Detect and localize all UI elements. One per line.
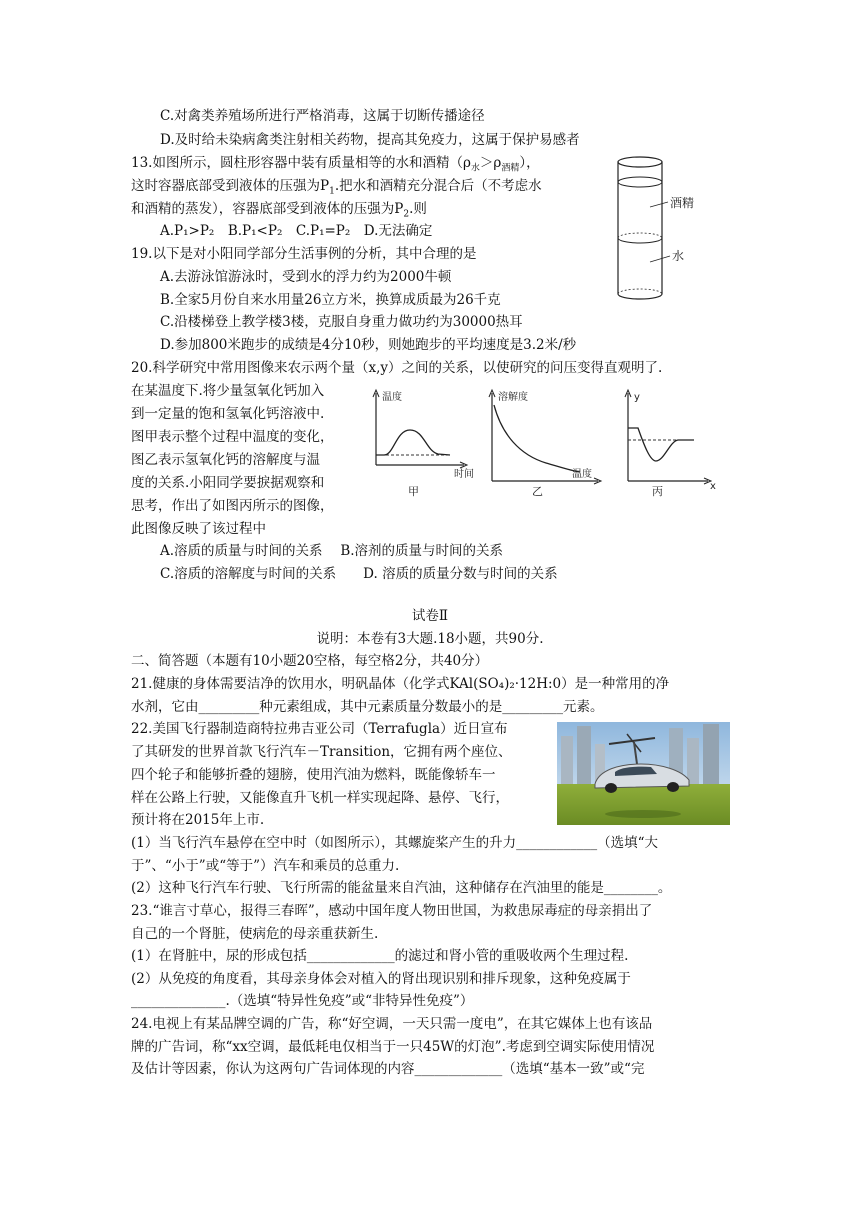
q13-options: A.P₁>P₂ B.P₁<P₂ C.P₁=P₂ D.无法确定 — [160, 223, 433, 239]
q19-option-a: A.去游泳馆游泳时，受到水的浮力约为2000牛顿 — [160, 269, 452, 285]
q23-sub2-line1: (2）从免疫的角度看，其母亲身体会对植入的肾出现识别和排斥现象，这种免疫属于 — [131, 971, 631, 987]
q20-stem-line3: 到一定量的饱和氢氧化钙溶液中. — [131, 406, 325, 422]
building — [561, 736, 573, 786]
water-leader-line — [650, 256, 670, 262]
graph-jia-ylabel: 温度 — [382, 392, 402, 403]
cylinder-bottom — [618, 294, 662, 299]
graph-bing-xlabel: x — [710, 481, 716, 492]
q13-stem-line3: 和酒精的蒸发），容器底部受到液体的压强为$P_2$.则 — [131, 201, 427, 220]
q24-line2: 牌的广告词，称“xx空调，最低耗电仅相当于一只45W的灯泡”.考虑到空调实际使用情况 — [131, 1039, 655, 1055]
section-heading: 二、简答题（本题有10小题20空格，每空格2分，共40分） — [131, 653, 489, 669]
q22-line3: 四个轮子和能够折叠的翅膀，使用汽油为燃料，既能像轿车一 — [131, 767, 496, 783]
q20-options-ab: A.溶质的质量与时间的关系 B.溶剂的质量与时间的关系 — [160, 543, 504, 559]
q13-stem-line2: 这时容器底部受到液体的压强为$P_1$.把水和酒精充分混合后（不考虑水 — [131, 178, 542, 197]
q19-option-c: C.沿楼梯登上教学楼3楼，克服自身重力做功约为30000热耳 — [160, 314, 523, 330]
graph-yi-xlabel: 温度 — [572, 469, 592, 480]
water-label: 水 — [672, 249, 685, 263]
car-wheel — [667, 782, 679, 792]
car-wheel — [605, 783, 617, 793]
q13-stem-line1: 13.如图所示，圆柱形容器中装有质量相等的水和酒精$(\rho_水>\rho_{酒精})$， — [131, 155, 540, 174]
q19-option-d: D.参加800米跑步的成绩是4分10秒，则她跑步的平均速度是3.2米/秒 — [160, 337, 577, 353]
paper-ii-note: 说明：本卷有3大题.18小题，共90分. — [316, 631, 544, 647]
graph-bing-caption: 丙 — [652, 485, 663, 498]
q19-option-b: B.全家5月份自来水用量26立方米，换算成质最为26千克 — [160, 292, 501, 308]
q-option-c: C.对禽类养殖场所进行严格消毒，这属于切断传播途径 — [160, 108, 485, 124]
graph-yi-ylabel: 溶解度 — [498, 392, 528, 403]
alcohol-label: 酒精 — [670, 196, 695, 210]
alcohol-surface — [618, 177, 662, 187]
q22-line4: 样在公路上行驶，又能像直升飞机一样实现起降、悬停、飞行， — [131, 790, 509, 806]
q22-line1: 22.美国飞行器制造商特拉弗吉亚公司（Terrafugla）近日宣布 — [131, 721, 508, 737]
graph-jia-xlabel: 时间 — [454, 469, 474, 480]
q22-sub2: (2）这种飞行汽车行驶、飞行所需的能盆量来自汽油，这种储存在汽油里的能是________。 — [131, 880, 672, 896]
q23-line1: 23.“谁言寸草心，报得三春晖”，感动中国年度人物田世国，为救患尿毒症的母亲捐出了 — [131, 903, 653, 919]
q22-line2: 了其研发的世界首款飞行汽车－Transition，它拥有两个座位、 — [131, 744, 512, 760]
q22-sub1-line2: 于”、“小于”或“等于”）汽车和乘员的总重力. — [131, 858, 400, 874]
q22-line5: 预计将在2015年上市. — [131, 812, 265, 828]
cylinder-container-figure — [600, 152, 700, 312]
graph-jia-curve — [376, 430, 450, 455]
water-surface — [618, 238, 662, 243]
graph-bing — [614, 385, 724, 500]
q23-sub1: (1）在肾脏中，尿的形成包括_____________的滤过和肾小管的重吸收两个生理过程. — [131, 948, 629, 964]
graph-yi-curve — [494, 405, 580, 472]
flying-car-photo — [557, 722, 730, 825]
q20-stem-line7: 思考，作出了如图丙所示的图像， — [131, 498, 334, 514]
graph-bing-ylabel: y — [634, 392, 640, 403]
q21-line1: 21.健康的身体需要洁净的饮用水，明矾晶体（化学式KAl(SO₄)₂·12H:0）是一种常用的净 — [131, 676, 670, 692]
alcohol-leader-line — [650, 202, 668, 207]
q24-line3: 及估计等因素，你认为这两句广告词体现的内容_____________（选填“基本一致”或“完 — [131, 1061, 645, 1077]
photo-ground — [557, 784, 730, 825]
building — [703, 724, 719, 786]
q20-stem-line1: 20.科学研究中常用图像来农示两个量（x,y）之间的关系，以使研究的问压变得直观明了. — [131, 360, 663, 376]
cylinder-top-rim — [618, 157, 662, 167]
q20-stem-line4: 图甲表示整个过程中温度的变化， — [131, 429, 334, 445]
building — [577, 726, 591, 786]
q20-stem-line2: 在某温度下.将少量氢氧化钙加入 — [131, 383, 325, 399]
q21-line2: 水剂，它由_________种元素组成，其中元素质量分数最小的是_________元素。 — [131, 699, 604, 715]
graph-yi-caption: 乙 — [532, 485, 543, 498]
graph-jia-caption: 甲 — [408, 485, 419, 498]
q24-line1: 24.电视上有某品牌空调的广告，称“好空调，一天只需一度电”，在其它媒体上也有该品 — [131, 1016, 653, 1032]
q20-stem-line5: 图乙表示氢氧化钙的溶解度与温 — [131, 452, 320, 468]
q20-options-cd: C.溶质的溶解度与时间的关系 D. 溶质的质量分数与时间的关系 — [160, 566, 558, 582]
q19-stem: 19.以下是对小阳同学部分生活事例的分析，其中合理的是 — [131, 246, 477, 262]
paper-ii-title: 试卷Ⅱ — [411, 608, 449, 624]
graph-bing-curve — [628, 428, 694, 461]
graph-yi — [480, 385, 610, 500]
car-shadow — [605, 810, 681, 818]
q20-stem-line6: 度的关系.小阳同学要捩据观察和 — [131, 475, 325, 491]
graph-jia — [362, 385, 482, 500]
q23-line2: 自己的一个肾脏，使病危的母亲重获新生. — [131, 926, 379, 942]
q22-sub1-line1: (1）当飞行汽车悬停在空中时（如图所示），其螺旋桨产生的升力____________（选填“大 — [131, 835, 659, 851]
q23-sub2-line2: ______________.（选填“特异性免疫”或“非特异性免疫”） — [131, 993, 474, 1009]
q20-stem-line8: 此图像反映了该过程中 — [131, 521, 266, 537]
building — [687, 738, 699, 786]
q-option-d: D.及时给未染病禽类注射相关药物，提高其免疫力，这属于保护易感者 — [160, 132, 580, 148]
